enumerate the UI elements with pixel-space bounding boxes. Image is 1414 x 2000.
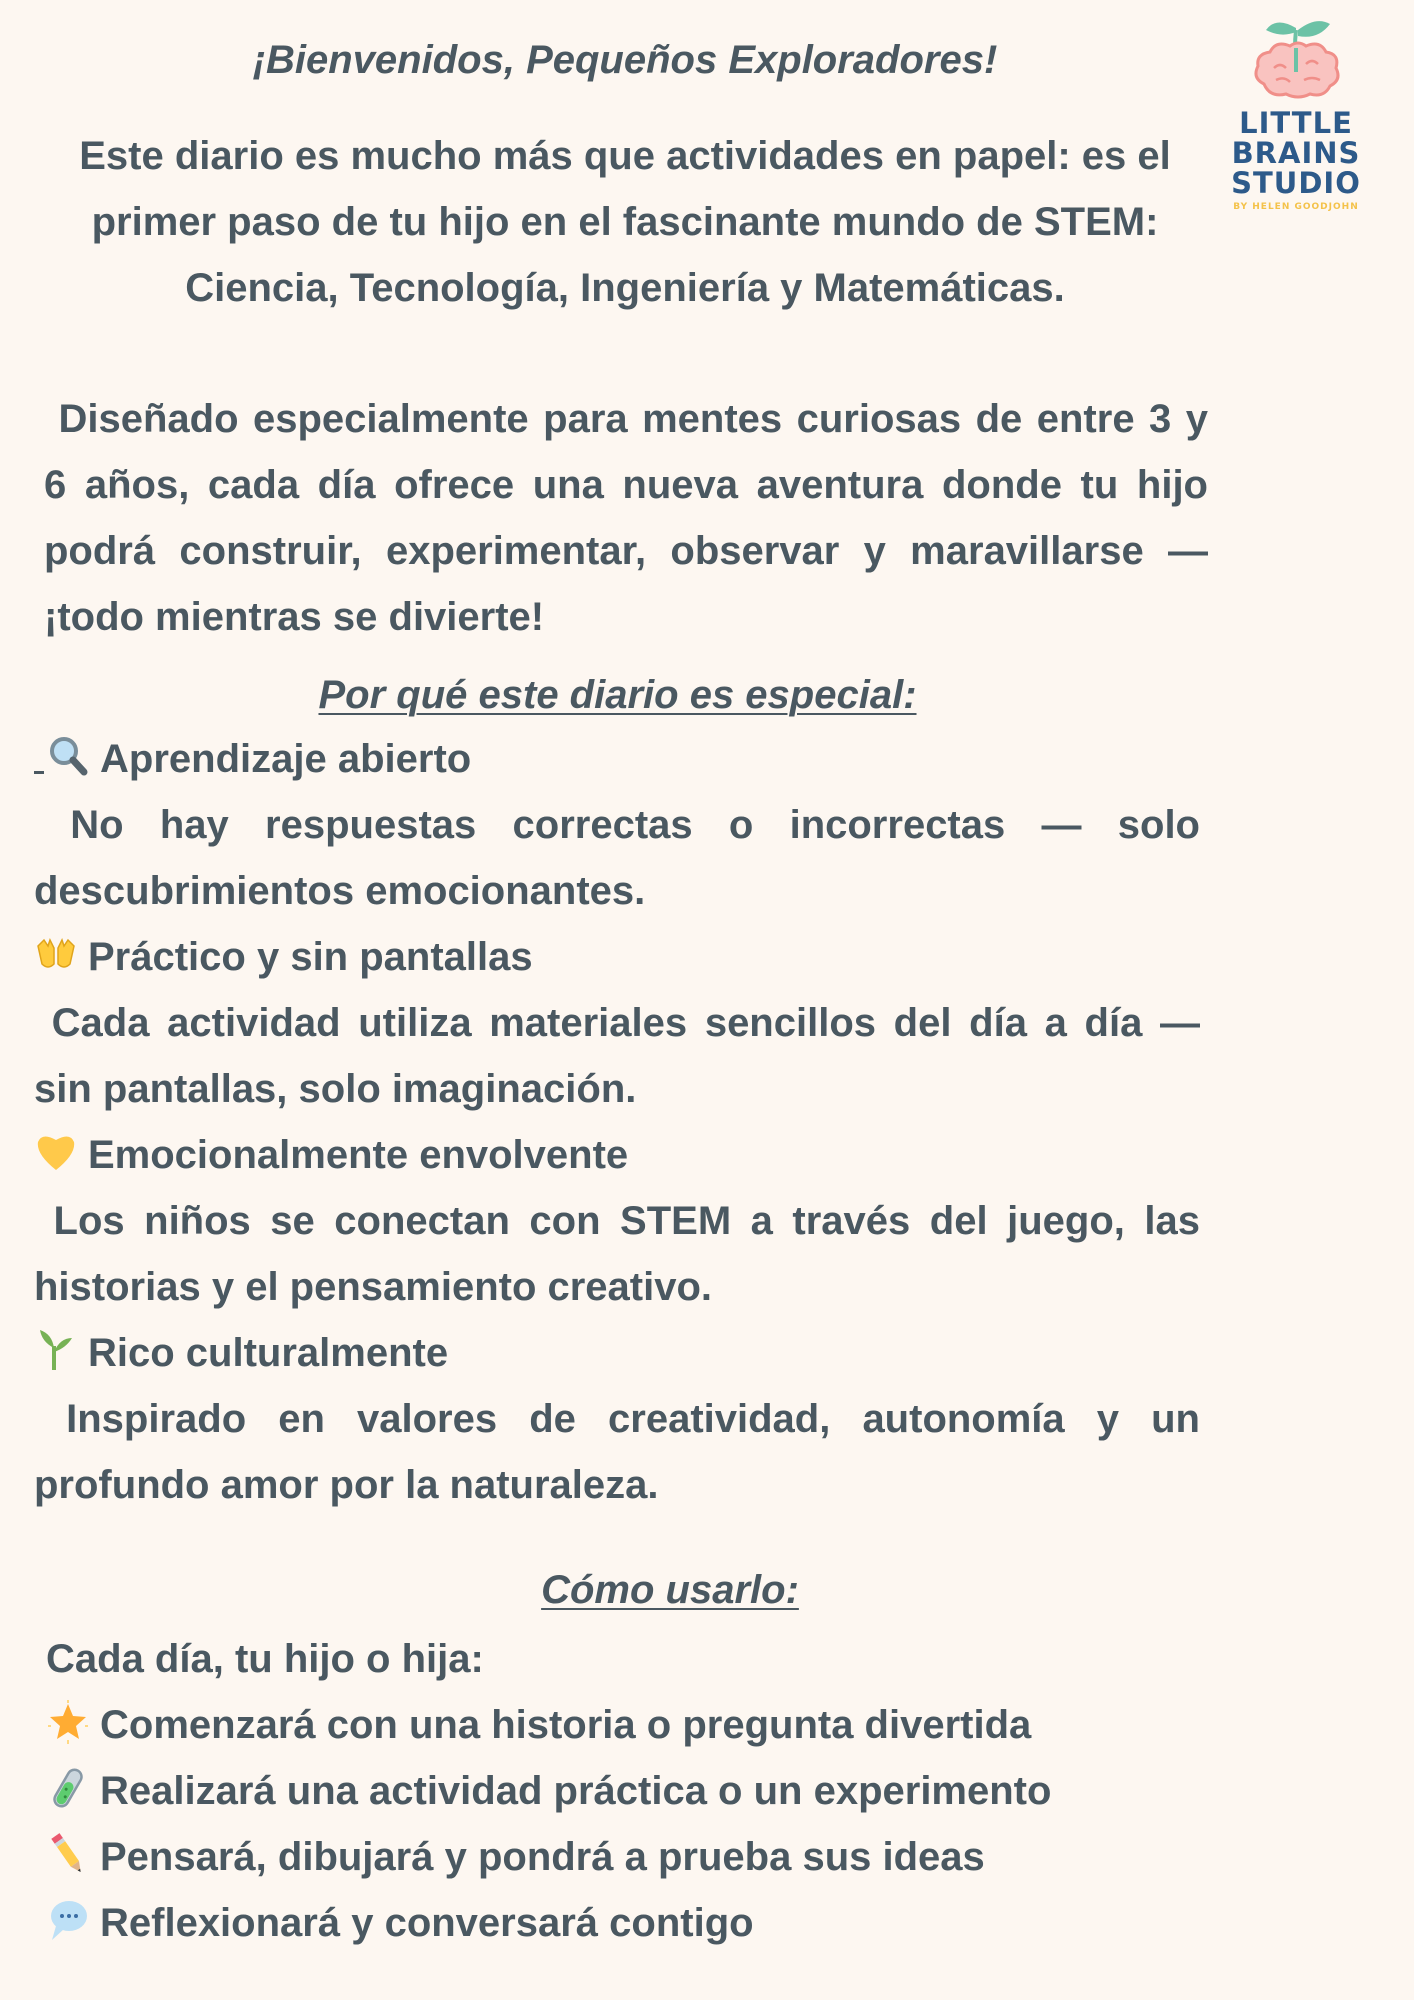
logo-line-2: BRAINS — [1231, 136, 1361, 170]
logo-byline: BY HELEN GOODJOHN — [1233, 202, 1359, 212]
usage-intro: Cada día, tu hijo o hija: — [46, 1637, 484, 1681]
feature-description: Cada actividad utiliza materiales sencillos del día a día — sin pantallas, solo imaginación. — [34, 1001, 1212, 1111]
usage-step-text: Realizará una actividad práctica o un experimento — [100, 1769, 1052, 1813]
feature-title: Emocionalmente envolvente — [88, 1133, 629, 1177]
speech-bubble-icon — [46, 1898, 90, 1942]
usage-step — [46, 1890, 1246, 1956]
feature-description: Los niños se conectan con STEM a través del juego, las historias y el pensamiento creativo. — [34, 1199, 1212, 1309]
usage-step — [46, 1692, 1246, 1758]
feature-title-row — [34, 726, 1200, 792]
underscore-mark — [34, 771, 44, 774]
features-list — [34, 726, 1212, 1518]
feature-title: Aprendizaje abierto — [100, 737, 472, 781]
feature-title-row — [34, 1320, 1200, 1386]
intro-paragraph-2: Diseñado especialmente para mentes curiosas de entre 3 y 6 años, cada día ofrece una nueva aventura donde tu hijo podrá construir, experimentar, observar y maravillarse — ¡todo mientras se divierte! — [44, 397, 1220, 639]
feature-item — [34, 1122, 1212, 1320]
brain-sprout-icon — [1246, 18, 1346, 108]
logo-line-1: LITTLE — [1239, 106, 1353, 140]
usage-step-text: Comenzará con una historia o pregunta divertida — [100, 1703, 1032, 1747]
feature-title-row — [34, 924, 1200, 990]
usage-step-text: Pensará, dibujará y pondrá a prueba sus ideas — [100, 1835, 985, 1879]
logo-line-3: STUDIO — [1231, 166, 1361, 200]
usage-heading: Cómo usarlo: — [541, 1568, 799, 1612]
raised-hands-icon — [34, 932, 78, 976]
feature-title-row — [34, 1122, 1200, 1188]
usage-step — [46, 1824, 1246, 1890]
test-tube-icon — [46, 1766, 90, 1810]
glowing-star-icon — [46, 1700, 90, 1744]
page-title: ¡Bienvenidos, Pequeños Exploradores! — [252, 38, 998, 82]
feature-description: No hay respuestas correctas o incorrectas — solo descubrimientos emocionantes. — [34, 803, 1212, 913]
feature-description: Inspirado en valores de creatividad, autonomía y un profundo amor por la naturaleza. — [34, 1397, 1212, 1507]
intro-paragraph-1: Este diario es mucho más que actividades en papel: es el primer paso de tu hijo en el fascinante mundo de STEM: Ciencia, Tecnología, Ingeniería y Matemáticas. — [79, 134, 1171, 310]
usage-step — [46, 1758, 1246, 1824]
magnifying-glass-icon — [46, 734, 90, 778]
usage-step-text: Reflexionará y conversará contigo — [100, 1901, 754, 1945]
yellow-heart-icon — [34, 1130, 78, 1174]
feature-item — [34, 726, 1212, 924]
feature-item — [34, 924, 1212, 1122]
pencil-icon — [46, 1832, 90, 1876]
feature-item — [34, 1320, 1212, 1518]
usage-list — [46, 1626, 1246, 1956]
feature-title: Práctico y sin pantallas — [88, 935, 533, 979]
feature-title: Rico culturalmente — [88, 1331, 449, 1375]
seedling-icon — [34, 1328, 78, 1372]
special-heading: Por qué este diario es especial: — [318, 673, 917, 717]
